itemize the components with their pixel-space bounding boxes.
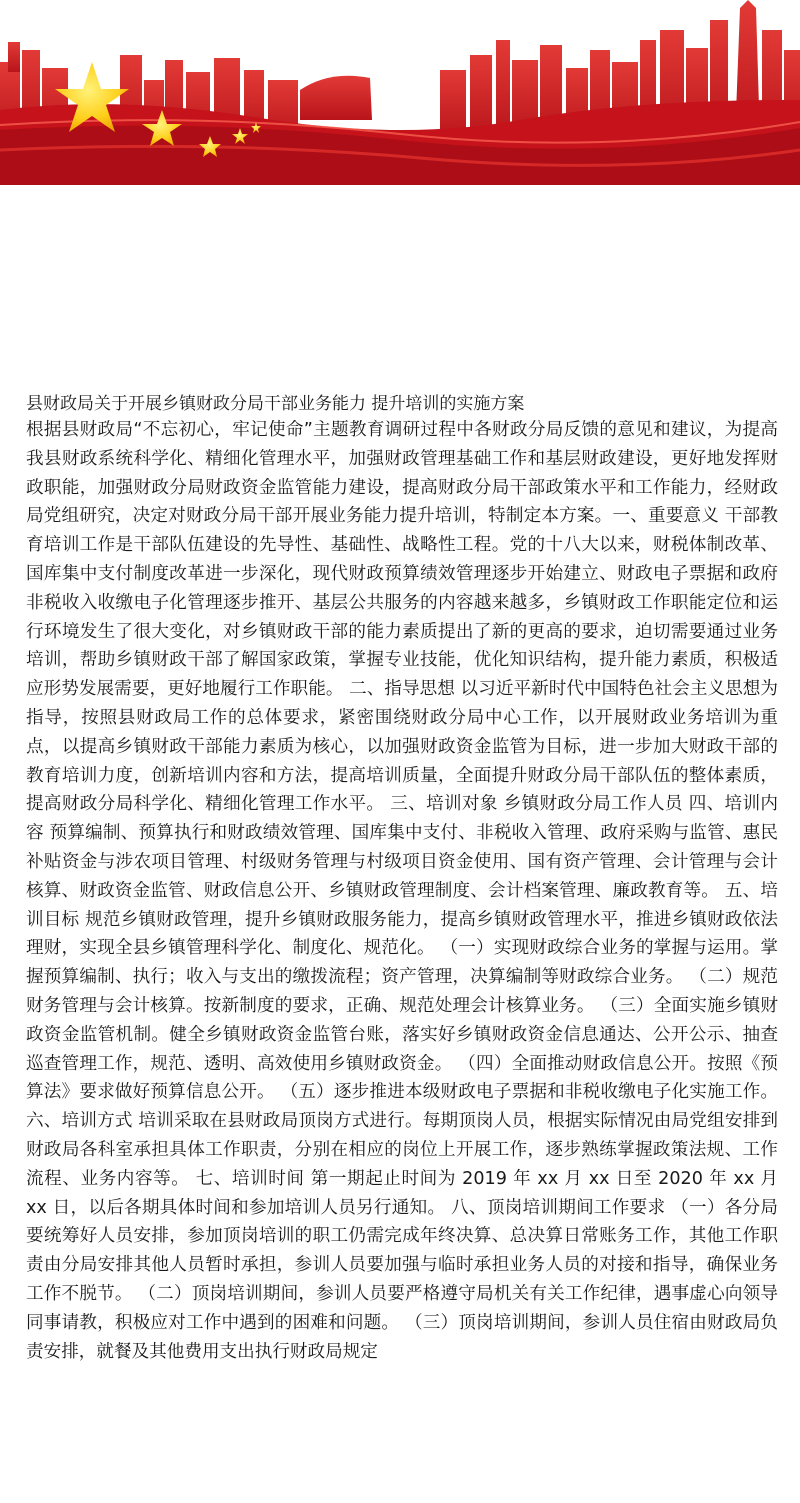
banner-graphic xyxy=(0,0,800,185)
document-body: 根据县财政局“不忘初心，牢记使命”主题教育调研过程中各财政分局反馈的意见和建议，为提高我县财政系统科学化、精细化管理水平，加强财政管理基础工作和基层财政建设，更好地发挥财政职能，加强财政分局财政资金监管能力建设，提高财政分局干部政策水平和工作能力，经财政局党组研究，决定对财政分局干部开展业务能力提升培训，特制定本方案。一、重要意义 干部教育培训工作是干部队伍建设的先导性、基础性、战略性工程。党的十八大以来，财税体制改革、国库集中支付制度改革进一步深化，现代财政预算绩效管理逐步开始建立、财政电子票据和政府非税收入收缴电子化管理逐步推开、基层公共服务的内容越来越多，乡镇财政工作职能定位和运行环境发生了很大变化，对乡镇财政干部的能力素质提出了新的更高的要求，迫切需要通过业务培训，帮助乡镇财政干部了解国家政策，掌握专业技能，优化知识结构，提升能力素质，积极适应形势发展需要，更好地履行工作职能。 二、指导思想 以习近平新时代中国特色社会主义思想为指导，按照县财政局工作的总体要求，紧密围绕财政分局中心工作，以开展财政业务培训为重点，以提高乡镇财政干部能力素质为核心，以加强财政资金监管为目标，进一步加大财政干部的教育培训力度，创新培训内容和方法，提高培训质量，全面提升财政分局干部队伍的整体素质，提高财政分局科学化、精细化管理工作水平。 三、培训对象 乡镇财政分局工作人员 四、培训内容 预算编制、预算执行和财政绩效管理、国库集中支付、非税收入管理、政府采购与监管、惠民补贴资金与涉农项目管理、村级财务管理与村级项目资金使用、国有资产管理、会计管理与会计核算、财政资金监管、财政信息公开、乡镇财政管理制度、会计档案管理、廉政教育等。 五、培训目标 规范乡镇财政管理，提升乡镇财政服务能力，提高乡镇财政管理水平，推进乡镇财政依法理财，实现全县乡镇管理科学化、制度化、规范化。 （一）实现财政综合业务的掌握与运用。掌握预算编制、执行；收入与支出的缴拨流程；资产管理，决算编制等财政综合业务。 （二）规范财务管理与会计核算。按新制度的要求，正确、规范处理会计核算业务。 （三）全面实施乡镇财政资金监管机制。健全乡镇财政资金监管台账，落实好乡镇财政资金信息通达、公开公示、抽查巡查管理工作，规范、透明、高效使用乡镇财政资金。 （四）全面推动财政信息公开。按照《预算法》要求做好预算信息公开。 （五）逐步推进本级财政电子票据和非税收缴电子化实施工作。 六、培训方式 培训采取在县财政局顶岗方式进行。每期顶岗人员，根据实际情况由局党组安排到财政局各科室承担具体工作职责，分别在相应的岗位上开展工作，逐步熟练掌握政策法规、工作流程、业务内容等。 七、培训时间 第一期起止时间为 2019 年 xx 月 xx 日至 2020 年 xx 月 xx 日，以后各期具体时间和参加培训人员另行通知。 八、顶岗培训期间工作要求 （一）各分局要统筹好人员安排，参加顶岗培训的职工仍需完成年终决算、总决算日常账务工作，其他工作职责由分局安排其他人员暂时承担，参训人员要加强与临时承担业务人员的对接和指导，确保业务工作不脱节。 （二）顶岗培训期间，参训人员要严格遵守局机关有关工作纪律，遇事虚心向领导同事请教，积极应对工作中遇到的困难和问题。 （三）顶岗培训期间，参训人员住宿由财政局负责安排，就餐及其他费用支出执行财政局规定 xyxy=(26,420,778,1362)
document-content xyxy=(26,392,778,1366)
header-banner xyxy=(0,0,800,185)
document-title: 县财政局关于开展乡镇财政分局干部业务能力 提升培训的实施方案 xyxy=(26,394,525,414)
